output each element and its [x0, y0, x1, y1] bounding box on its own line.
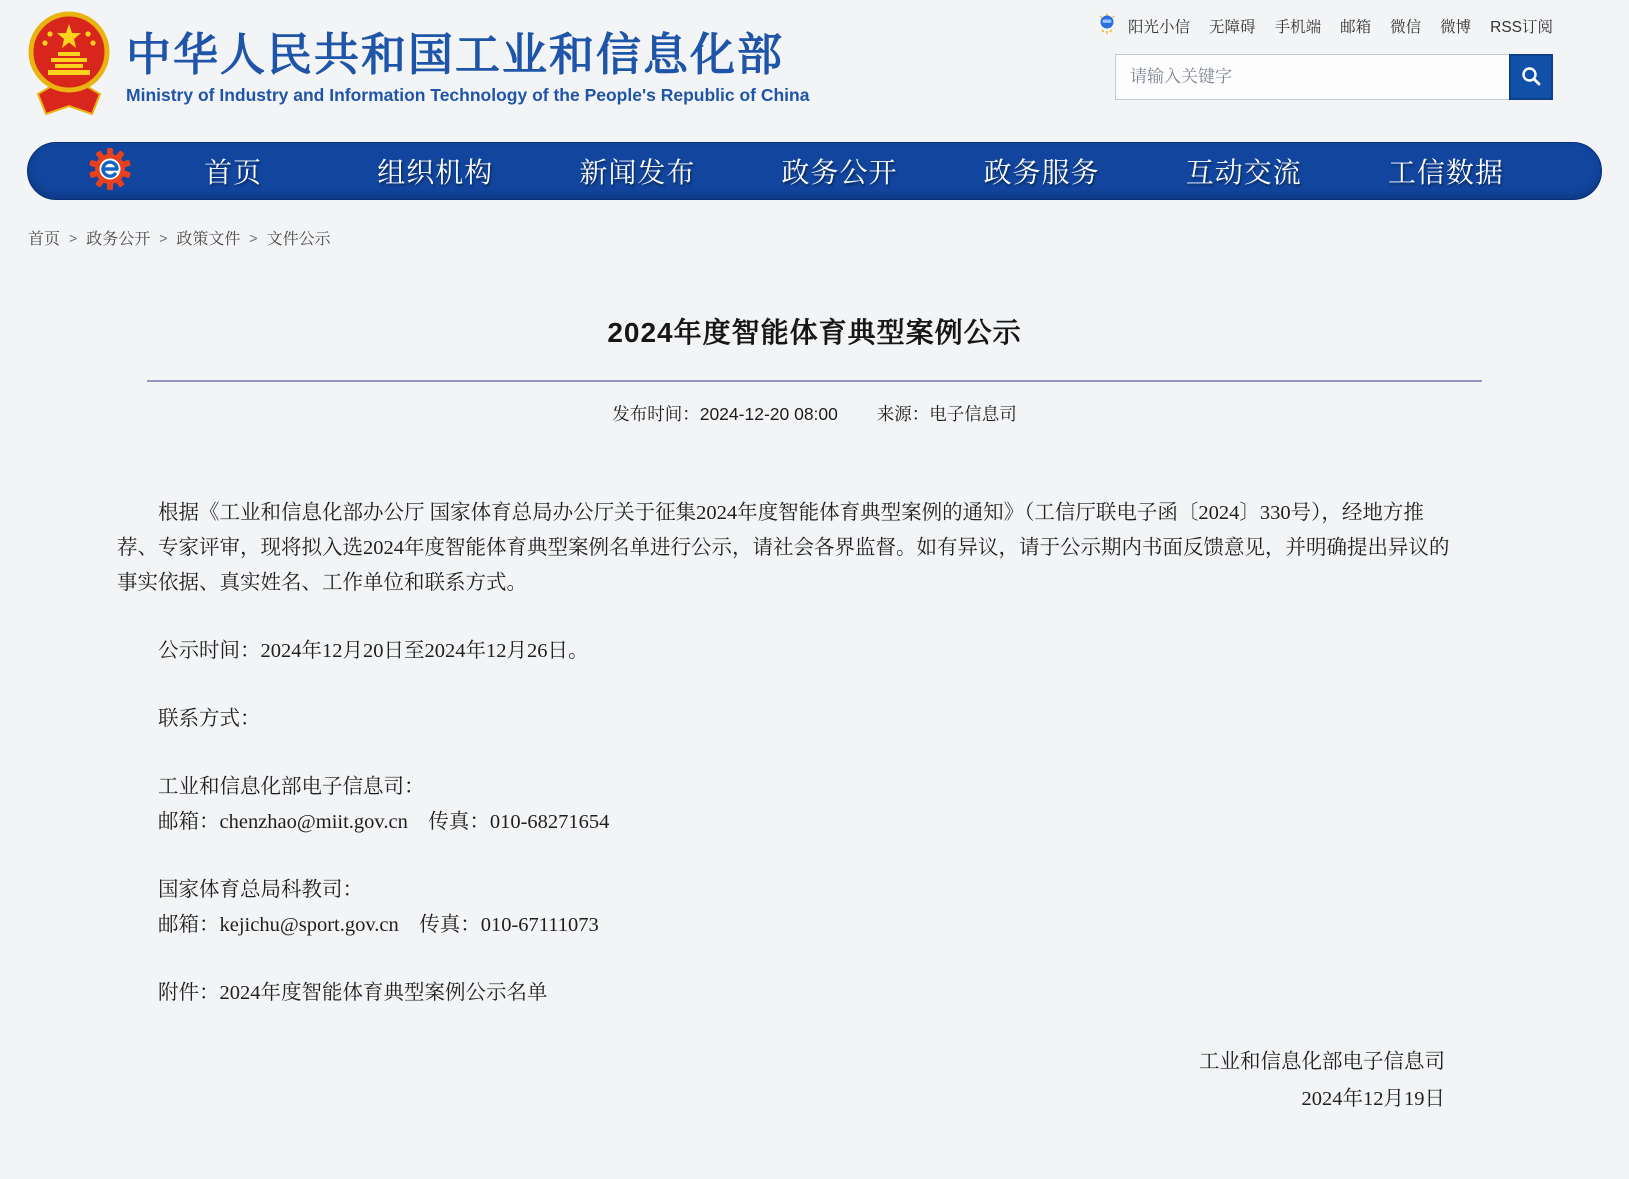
main-nav: [27, 142, 1602, 200]
top-links: [1097, 12, 1553, 40]
breadcrumb: [0, 200, 1629, 249]
search-box: [1115, 54, 1553, 100]
signature: 工业和信息化部电子信息司: [1199, 1051, 1445, 1073]
paragraph-contact-heading: 联系方式：: [158, 708, 261, 730]
paragraph-miit-contact: 邮箱：chenzhao@miit.gov.cn 传真：010-68271654: [158, 811, 610, 833]
top-link-weibo[interactable]: 微博: [1440, 19, 1472, 36]
search-input[interactable]: [1115, 54, 1509, 100]
site-title-cn[interactable]: 中华人民共和国工业和信息化部: [126, 28, 785, 80]
publish-time: 发布时间：2024-12-20 08:00: [612, 404, 838, 424]
breadcrumb-gov-disclosure[interactable]: 政务公开: [86, 231, 151, 248]
top-link-accessibility[interactable]: 无障碍: [1209, 19, 1256, 36]
breadcrumb-separator: >: [159, 229, 168, 246]
paragraph-intro: 根据《工业和信息化部办公厅 国家体育总局办公厅关于征集2024年度智能体育典型案例的通知》（工信厅联电子函〔2024〕330号），经地方推荐、专家评审，现将拟入选2024年度智能体育典型案例名单进行公示，请社会各界监督。如有异议，请于公示期内书面反馈意见，并明确提出异议的事实依据、真实姓名、工作单位和联系方式。: [117, 502, 1450, 594]
nav-item-organization[interactable]: 组织机构: [377, 157, 494, 188]
national-emblem-icon: [28, 10, 110, 118]
source: 来源：电子信息司: [876, 404, 1017, 424]
nav-item-gov-services[interactable]: 政务服务: [983, 157, 1100, 188]
nav-item-gov-disclosure[interactable]: 政务公开: [781, 157, 898, 188]
breadcrumb-policy-documents[interactable]: 政策文件: [176, 231, 241, 248]
article: [0, 249, 1629, 1118]
title-divider: [147, 380, 1482, 382]
search-icon: [1520, 65, 1542, 90]
brand: [28, 10, 809, 118]
paragraph-miit-dept: 工业和信息化部电子信息司：: [158, 776, 425, 798]
brand-text: [126, 23, 809, 106]
top-link-mobile[interactable]: 手机端: [1274, 19, 1322, 36]
paragraph-sport-dept: 国家体育总局科教司：: [158, 879, 363, 901]
article-body: [0, 496, 1629, 1011]
sunshine-assistant-icon: [1097, 13, 1109, 40]
breadcrumb-separator: >: [69, 229, 78, 246]
breadcrumb-separator: >: [249, 229, 258, 246]
top-link-mail[interactable]: 邮箱: [1340, 19, 1372, 36]
top-link-sunshine-assistant[interactable]: 阳光小信: [1128, 19, 1191, 36]
paragraph-sport-contact: 邮箱：kejichu@sport.gov.cn 传真：010-67111073: [158, 914, 599, 936]
site-title-en: Ministry of Industry and Information Technology of the People's Republic of China: [126, 84, 810, 105]
paragraph-attachment[interactable]: 附件：2024年度智能体育典型案例公示名单: [158, 982, 548, 1004]
article-footer: [0, 1044, 1629, 1118]
article-title: 2024年度智能体育典型案例公示: [607, 317, 1022, 348]
breadcrumb-document-publicity[interactable]: 文件公示: [266, 231, 331, 248]
site-header: [0, 0, 1629, 138]
top-link-rss[interactable]: RSS订阅: [1490, 19, 1553, 36]
breadcrumb-home[interactable]: 首页: [28, 231, 61, 248]
top-link-wechat[interactable]: 微信: [1390, 19, 1422, 36]
nav-item-home[interactable]: 首页: [204, 157, 263, 188]
nav-item-interaction[interactable]: 互动交流: [1185, 157, 1302, 188]
article-meta: [0, 401, 1629, 426]
signature-date: 2024年12月19日: [1301, 1088, 1445, 1110]
header-right: [1097, 10, 1553, 100]
nav-item-miit-data[interactable]: 工信数据: [1387, 157, 1504, 188]
nav-item-news[interactable]: 新闻发布: [579, 157, 696, 188]
paragraph-publicity-period: 公示时间：2024年12月20日至2024年12月26日。: [158, 640, 589, 662]
miit-gear-logo-icon: [88, 147, 132, 196]
search-button[interactable]: [1509, 54, 1553, 100]
